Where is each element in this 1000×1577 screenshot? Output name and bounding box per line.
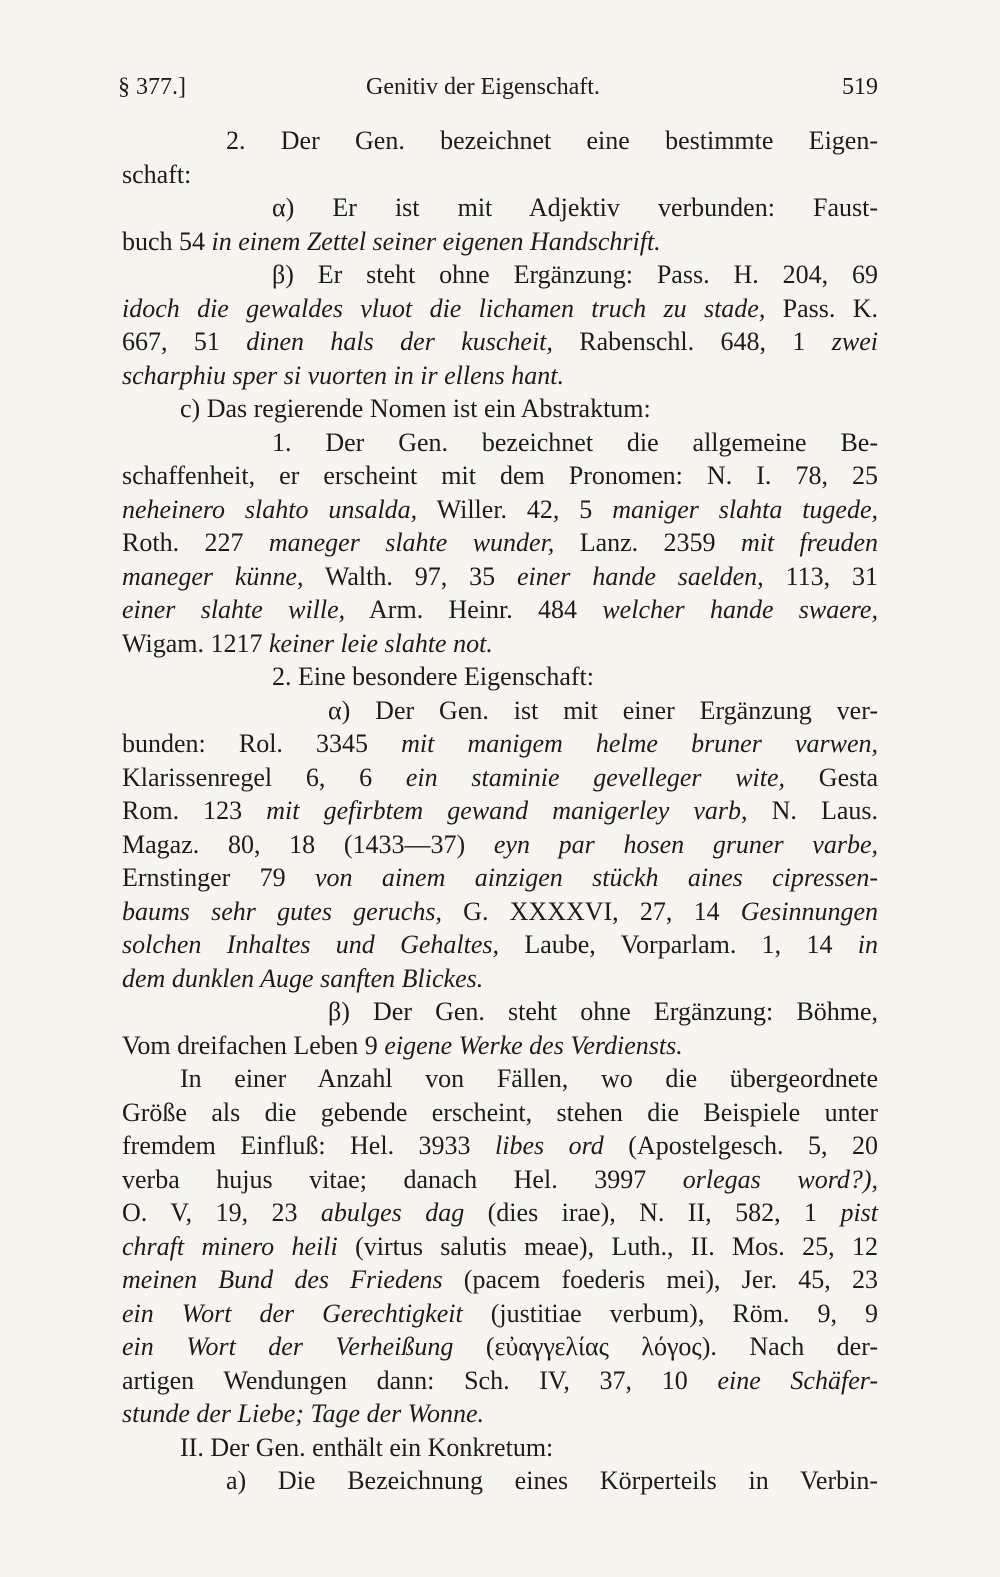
text-line [122,191,878,225]
text-run: Vom dreifachen Leben 9 [122,1030,385,1060]
text-run: α) Er ist mit Adjektiv verbunden: Faust- [272,193,878,222]
text-run: Willer. 42, 5 [417,494,613,524]
text-run: Gesta [785,762,878,792]
text-run: fremdem Einfluß: Hel. 3933 [122,1131,496,1160]
italic-citation: idoch die gewaldes vluot die lichamen truch zu stade, [122,293,766,323]
text-line [122,1029,878,1063]
text-run: (pacem foederis mei), Jer. 45, 23 [442,1265,878,1294]
italic-citation: maneger künne, [122,561,304,591]
text-line [122,928,878,962]
text-run: artigen Wendungen dann: Sch. IV, 37, 10 [122,1365,718,1395]
italic-citation: orlegas word?), [682,1164,878,1194]
text-line [122,1096,878,1130]
text-line [122,962,878,996]
text-line [122,1062,878,1096]
running-title: Genitiv der Eigenschaft. [366,74,600,100]
page-number: 519 [842,74,878,100]
text-run: β) Der Gen. steht ohne Ergänzung: Böhme, [328,997,878,1026]
text-run: Ernstinger 79 [122,863,315,892]
italic-citation: mit manigem helme bruner varwen, [401,729,878,758]
text-run: (Apostelgesch. 5, 20 [603,1131,878,1160]
italic-citation: ein Wort der Verheißung [122,1332,454,1361]
text-line [122,1263,878,1297]
text-line [122,1297,878,1331]
italic-citation: mit freuden [740,528,879,557]
text-run: 113, 31 [763,561,878,591]
text-run: Roth. 227 [122,528,269,557]
italic-citation: zwei [831,327,878,356]
text-line [122,1364,878,1398]
italic-citation: solchen Inhaltes und Gehaltes, [122,930,500,959]
text-run: O. V, 19, 23 [122,1198,321,1227]
text-line [122,1464,878,1498]
text-run: N. Laus. [747,796,878,825]
text-line [122,292,878,326]
italic-citation: scharphiu sper si vuorten in ir ellens hant. [122,360,564,390]
text-line [122,258,878,292]
text-run: verba hujus vitae; danach Hel. 3997 [122,1164,683,1194]
italic-citation: eine Schäfer- [717,1365,878,1395]
text-line [122,995,878,1029]
body-text [122,124,878,1498]
italic-citation: maneger slahte wunder, [268,528,555,557]
text-line [122,828,878,862]
italic-citation: chraft minero heili [122,1231,338,1261]
text-run: In einer Anzahl von Fällen, wo die übergeordnete [180,1064,878,1093]
italic-citation: dem dunklen Auge sanften Blickes. [122,963,484,993]
text-line [122,794,878,828]
text-run: (virtus salutis meae), Luth., II. Mos. 25, 12 [337,1231,878,1261]
text-line [122,124,878,158]
text-line [122,493,878,527]
text-run: 1. Der Gen. bezeichnet die allgemeine Be- [272,427,878,457]
italic-citation: mit gefirbtem gewand manigerley varb, [266,796,748,825]
text-run: a) Die Bezeichnung eines Körperteils in Verbin- [226,1466,878,1495]
italic-citation: eigene Werke des Verdiensts. [384,1030,683,1060]
italic-citation: dinen hals der kuscheit, [246,327,553,356]
italic-citation: welcher hande swaere, [602,595,878,624]
italic-citation: in [857,930,879,959]
italic-citation: meinen Bund des Friedens [122,1265,443,1294]
text-line [122,1163,878,1197]
text-line [122,526,878,560]
text-run: Wigam. 1217 [122,628,269,658]
text-line [122,560,878,594]
text-run: Laube, Vorparlam. 1, 14 [499,930,858,959]
text-run: Walth. 97, 35 [303,561,517,591]
text-run: c) Das regierende Nomen ist ein Abstraktum: [180,394,651,423]
text-run: β) Er steht ohne Ergänzung: Pass. H. 204, 69 [272,260,878,289]
text-run: (εὐαγγελίας λόγος). Nach der- [453,1332,878,1361]
text-line [122,895,878,929]
text-run: Rom. 123 [122,796,267,825]
italic-citation: libes ord [495,1131,604,1160]
italic-citation: ein staminie gevelleger wite, [405,762,786,792]
italic-citation: keiner leie slahte not. [269,628,493,658]
italic-citation: neheinero slahto unsalda, [122,494,418,524]
text-run: II. Der Gen. enthält ein Konkretum: [180,1432,554,1462]
italic-citation: einer slahte wille, [122,595,346,624]
italic-citation: in einem Zettel seiner eigenen Handschrift. [211,226,661,256]
text-line [122,1397,878,1431]
italic-citation: einer hande saelden, [517,561,764,591]
text-line [122,325,878,359]
text-run: Größe als die gebende erscheint, stehen die Beispiele unter [122,1097,878,1127]
text-line [122,761,878,795]
text-run: 2. Eine besondere Eigenschaft: [272,662,594,691]
text-line [122,627,878,661]
italic-citation: baums sehr gutes geruchs, [122,896,442,926]
italic-citation: pist [840,1198,879,1227]
text-line [122,861,878,895]
text-run: schaft: [122,159,192,189]
text-run: Rabenschl. 648, 1 [552,327,832,356]
text-line [122,459,878,493]
text-run: 2. Der Gen. bezeichnet eine bestimmte Eigen- [226,126,878,155]
italic-citation: maniger slahta tugede, [612,494,879,524]
text-line [122,359,878,393]
italic-citation: von ainem ainzigen stückh aines cipressen- [314,863,878,892]
text-run: Pass. K. [765,293,878,323]
section-number: § 377.] [118,74,186,100]
text-line [122,392,878,426]
italic-citation: stunde der Liebe; Tage der Wonne. [122,1399,485,1428]
text-run: Arm. Heinr. 484 [345,595,603,624]
text-line [122,158,878,192]
text-line [122,225,878,259]
text-line [122,660,878,694]
text-line [122,1230,878,1264]
text-line [122,1129,878,1163]
running-header [118,74,878,114]
italic-citation: ein Wort der Gerechtigkeit [122,1298,463,1328]
text-line [122,1196,878,1230]
text-run: schaffenheit, er erscheint mit dem Pronomen: N. I. 78, 25 [122,461,878,490]
text-line [122,694,878,728]
text-run: (dies irae), N. II, 582, 1 [464,1198,841,1227]
text-run: buch 54 [122,226,212,256]
text-run: Magaz. 80, 18 (1433—37) [122,829,494,859]
text-run: Klarissenregel 6, 6 [122,762,406,792]
text-line [122,1330,878,1364]
text-run: bunden: Rol. 3345 [122,729,402,758]
text-line [122,593,878,627]
text-run: α) Der Gen. ist mit einer Ergänzung ver- [328,695,878,725]
text-run: (justitiae verbum), Röm. 9, 9 [462,1298,879,1328]
italic-citation: abulges dag [320,1198,465,1227]
text-run: Lanz. 2359 [554,528,741,557]
text-line [122,426,878,460]
text-run: G. XXXXVI, 27, 14 [441,896,741,926]
text-line [122,727,878,761]
text-run: 667, 51 [122,327,247,356]
text-line [122,1431,878,1465]
italic-citation: eyn par hosen gruner varbe, [493,829,878,859]
italic-citation: Gesinnungen [740,896,878,926]
